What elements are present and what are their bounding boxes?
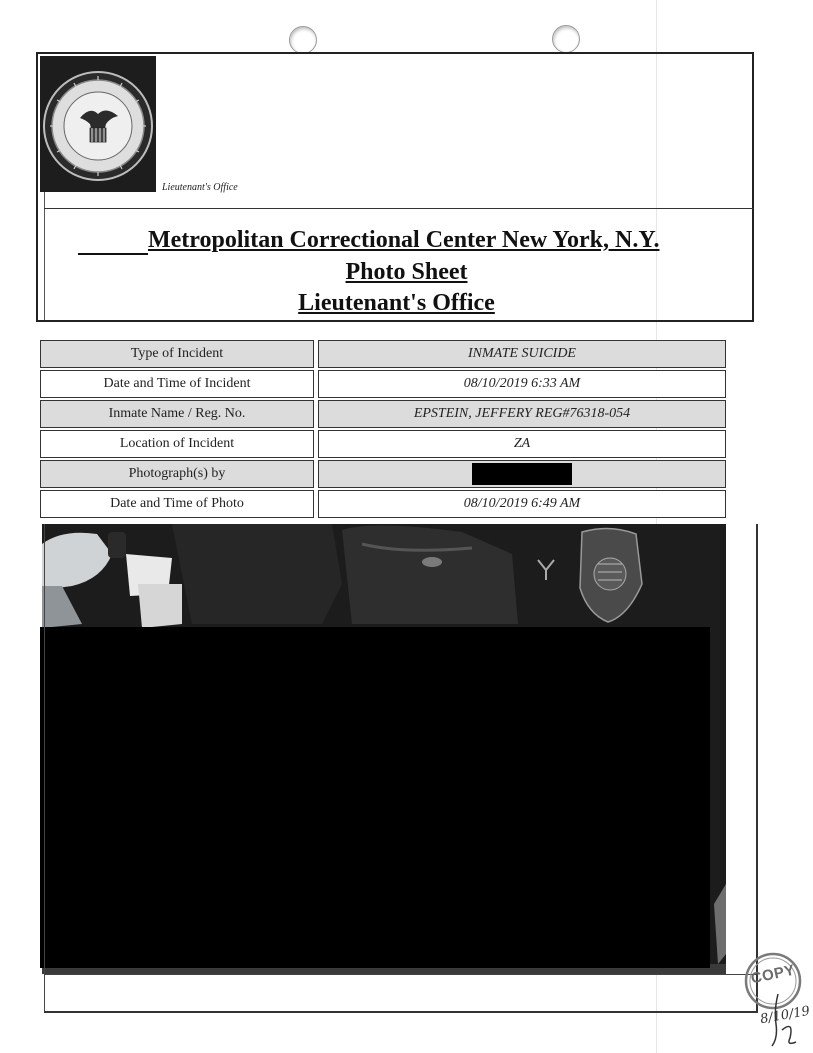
table-row <box>40 370 726 398</box>
copy-stamp-text: COPY <box>749 961 797 988</box>
header-frame-bottom <box>36 320 754 322</box>
title-leading-rule <box>78 253 148 255</box>
photo-frame-right <box>756 524 758 1013</box>
table-row <box>40 460 726 488</box>
photo-redaction-block <box>40 627 710 968</box>
photo-frame-divider <box>44 974 758 975</box>
table-row <box>40 400 726 428</box>
row-label-date-time-photo: Date and Time of Photo <box>40 490 314 518</box>
table-row <box>40 340 726 368</box>
row-value-date-time-incident: 08/10/2019 6:33 AM <box>318 370 726 398</box>
punch-hole-right <box>552 25 580 53</box>
row-value-inmate-name: EPSTEIN, JEFFERY REG#76318-054 <box>318 400 726 428</box>
row-label-date-time-incident: Date and Time of Incident <box>40 370 314 398</box>
photo-frame-left <box>44 524 45 1012</box>
row-label-inmate-name: Inmate Name / Reg. No. <box>40 400 314 428</box>
row-value-date-time-photo: 08/10/2019 6:49 AM <box>318 490 726 518</box>
table-row <box>40 490 726 518</box>
page-title: Metropolitan Correctional Center New York, N.Y. <box>148 227 660 253</box>
redaction-block <box>472 463 572 485</box>
header-frame-top <box>36 52 754 54</box>
row-label-location: Location of Incident <box>40 430 314 458</box>
punch-hole-left <box>289 26 317 54</box>
incident-info-table <box>40 340 726 520</box>
office-caption: Lieutenant's Office <box>162 182 238 193</box>
row-label-type-of-incident: Type of Incident <box>40 340 314 368</box>
page-subtitle-office: Lieutenant's Office <box>298 290 495 316</box>
page-subtitle: Photo Sheet <box>345 259 468 285</box>
row-value-type-of-incident: INMATE SUICIDE <box>318 340 726 368</box>
row-label-photographed-by: Photograph(s) by <box>40 460 314 488</box>
doj-seal-icon <box>40 56 156 192</box>
row-value-photographed-by <box>318 460 726 488</box>
table-row <box>40 430 726 458</box>
handwritten-date: 8/10/19 <box>759 1003 812 1028</box>
header-rule <box>44 208 754 209</box>
photo-frame-bottom <box>44 1011 758 1013</box>
row-value-location: ZA <box>318 430 726 458</box>
